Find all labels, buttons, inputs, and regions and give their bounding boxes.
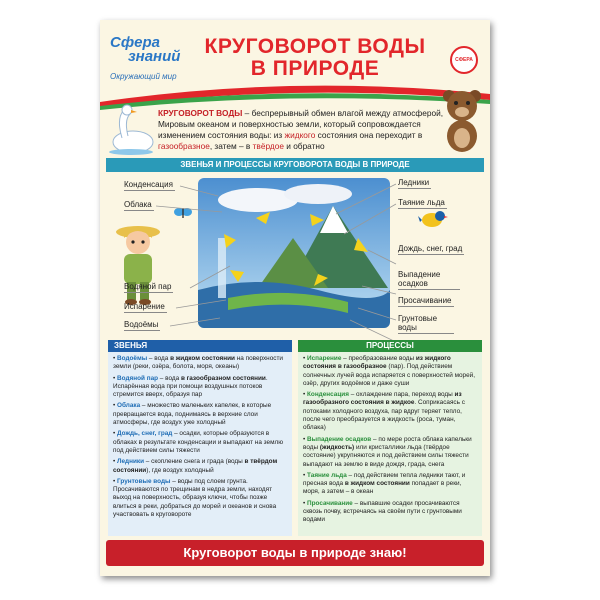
label-water-vapor: Водяной пар	[124, 282, 172, 291]
label-condensation: Конденсация	[124, 180, 173, 189]
label-groundwater: Грунтовые воды	[398, 314, 454, 334]
links-panel	[108, 352, 292, 536]
processes-panel	[298, 352, 482, 536]
link-item: • Ледники – скопление снега и града (воды в твёрдом состоянии), где воздух холодный	[113, 458, 278, 474]
title-line2: В ПРИРОДЕ	[250, 57, 380, 80]
subject-label: Окружающий мир	[110, 72, 177, 81]
page-title	[200, 36, 430, 80]
process-item: • Таяние льда – под действием тепла ледники тают, и пресная вода в жидком состоянии попадает в реки, моря, а затем – в океан	[303, 471, 466, 496]
intro-text	[158, 108, 448, 152]
intro-part4: и обратно	[283, 141, 325, 151]
title-line1: КРУГОВОРОТ ВОДЫ	[204, 35, 426, 58]
processes-heading: ПРОЦЕССЫ	[298, 340, 482, 352]
brand-logo	[110, 36, 180, 64]
label-precipitation: Выпадение осадков	[398, 270, 460, 290]
link-item: • Дождь, снег, град – осадки, которые образуются в облаках в результате конденсации и выпадают на землю под действием силы тяжести	[113, 430, 283, 454]
label-water-bodies: Водоёмы	[124, 320, 159, 329]
link-item: • Водоёмы – вода в жидком состоянии на поверхности земли (реки, озёра, болота, моря, океаны)	[113, 355, 283, 371]
section-title: ЗВЕНЬЯ И ПРОЦЕССЫ КРУГОВОРОТА ВОДЫ В ПРИРОДЕ	[106, 158, 484, 172]
header-swoosh	[100, 80, 490, 110]
intro-part1: – беспрерывный обмен влагой между атмосферой, Мировым океаном и поверхностью земли, который сопровождается изменением состояния воды: из	[158, 108, 444, 140]
poster	[100, 20, 490, 576]
link-item: • Водяной пар – вода в газообразном состоянии. Испарённая вода при помощи воздушных потоков стремится вверх, образуя пар	[113, 374, 268, 399]
intro-liquid: жидкого	[284, 130, 316, 140]
process-item: • Выпадение осадков – по мере роста облака капельки воды (жидкость) или кристаллики льда (твёрдое состояние) укрупняются и под действием силы тяжести выпадают на землю в виде дождя, града, снега	[303, 435, 472, 468]
link-item: • Облака – множество маленьких капелек, в которые превращается вода, поднимаясь в верхние слои атмосферы, где воздух уже холодный	[113, 402, 272, 427]
label-ice-melting: Таяние льда	[398, 198, 445, 207]
intro-part2: состояния она переходит в	[315, 130, 423, 140]
swan-illustration	[106, 98, 156, 156]
label-evaporation: Испарение	[124, 302, 165, 311]
process-item: • Испарение – преобразование воды из жидкого состояния в газообразное (пар). Под действием солнечных лучей вода испаряется с поверхностей морей, озёр, других водоёмов и даже суши	[303, 355, 475, 387]
link-item: • Грунтовые воды – воды под слоем грунта. Просачиваются по трещинам в недра земли, находят выход на поверхность, образуя ключи, чтобы позже влиться в реки, добраться до морей и океанов и снова участвовать в круговороте	[113, 477, 277, 519]
brand-line2: знаний	[128, 48, 181, 65]
label-precipitation-types: Дождь, снег, град	[398, 244, 463, 253]
label-seepage: Просачивание	[398, 296, 452, 305]
links-heading: ЗВЕНЬЯ	[108, 340, 292, 352]
process-item: • Просачивание – выпавшие осадки просачиваются сквозь почву, встречаясь на своём пути с грунтовыми водами	[303, 499, 462, 524]
footer-banner: Круговорот воды в природе знаю!	[106, 540, 484, 566]
label-clouds: Облака	[124, 200, 152, 209]
intro-gas: газообразное	[158, 141, 210, 151]
label-glaciers: Ледники	[398, 178, 430, 187]
header	[100, 20, 490, 106]
publisher-logo: СФЕРА	[450, 46, 478, 74]
brand-line1: Сфера	[110, 34, 160, 51]
intro-part3: , затем – в	[209, 141, 253, 151]
process-item: • Конденсация – охлаждение пара, переход воды из газообразного состояния в жидкое. Соприкасаясь с потоками холодного воздуха, пар вдруг теряет тепло, после чего преобразуется в жидкость (роса, туман, облака)	[303, 391, 465, 432]
intro-term: КРУГОВОРОТ ВОДЫ	[158, 108, 243, 118]
intro-solid: твёрдое	[252, 141, 284, 151]
